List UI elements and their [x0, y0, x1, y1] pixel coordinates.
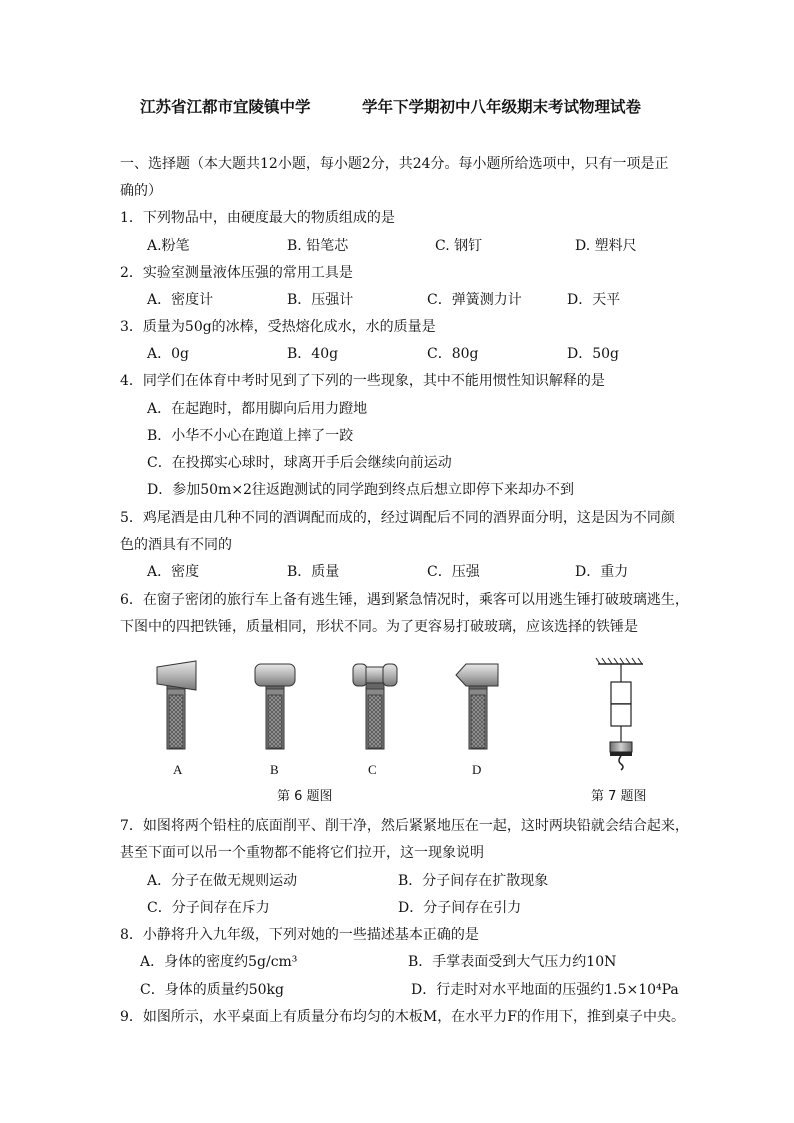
question-6-line2: 下图中的四把铁锤，质量相同，形状不同。为了更容易打破玻璃，应该选择的铁锤是 [120, 619, 638, 635]
question-5-option-a: A．密度 [147, 564, 200, 580]
question-8-option-d: D．行走时对水平地面的压强约1.5×10⁴Pa [411, 982, 679, 998]
school-name: 江苏省江都市宜陵镇中学 [140, 98, 311, 116]
question-5-option-c: C．压强 [427, 564, 480, 580]
section-header-line1: 一、选择题（本大题共12小题，每小题2分，共24分。每小题所给选项中，只有一项是正 [120, 156, 669, 172]
question-3-option-a: A．0g [147, 346, 189, 362]
question-4-option-d: D．参加50m×2往返跑测试的同学跑到终点后想立即停下来却办不到 [147, 482, 574, 498]
question-4-stem: 4．同学们在体育中考时见到了下列的一些现象，其中不能用惯性知识解释的是 [120, 373, 605, 389]
question-7-line1: 7．如图将两个铅柱的底面削平、削干净，然后紧紧地压在一起，这时两块铅就会结合起来， [120, 818, 689, 834]
question-1-option-b: B. 铅笔芯 [287, 238, 349, 254]
question-1-option-c: C. 钢钉 [435, 238, 483, 254]
question-9-stem: 9．如图所示，水平桌面上有质量分布均匀的木板M，在水平力F的作用下，推到桌子中央。 [120, 1009, 685, 1025]
hammer-b-icon [255, 664, 295, 749]
question-5-line1: 5．鸡尾酒是由几种不同的酒调配而成的，经过调配后不同的酒界面分明，这是因为不同颜 [120, 510, 675, 526]
question-1-option-a: A.粉笔 [147, 238, 190, 254]
question-2-stem: 2．实验室测量液体压强的常用工具是 [120, 265, 353, 281]
question-3-option-d: D．50g [567, 346, 620, 362]
question-8-stem: 8．小静将升入九年级，下列对她的一些描述基本正确的是 [120, 927, 479, 943]
question-5-line2: 色的酒具有不同的 [120, 537, 232, 553]
question-7-option-c: C．分子间存在斥力 [147, 900, 270, 916]
question-5-option-b: B．质量 [287, 564, 340, 580]
question-7-line2: 甚至下面可以吊一个重物都不能将它们拉开，这一现象说明 [120, 845, 484, 861]
section-header-line2: 确的） [120, 183, 162, 199]
hammer-a-icon [157, 661, 196, 749]
question-2-option-a: A．密度计 [147, 292, 214, 308]
figure-7-caption: 第 7 题图 [591, 789, 647, 804]
question-8-option-b: B．手掌表面受到大气压力约10N [408, 954, 617, 970]
question-6-line1: 6．在窗子密闭的旅行车上备有逃生锤，遇到紧急情况时，乘客可以用逃生锤打破玻璃逃生， [120, 592, 689, 608]
figure-label-c: C [368, 762, 377, 777]
figure-label-b: B [270, 762, 279, 777]
question-7-option-b: B．分子间存在扩散现象 [398, 873, 549, 889]
question-7-option-a: A．分子在做无规则运动 [147, 873, 298, 889]
question-2-option-b: B．压强计 [287, 292, 354, 308]
question-8-option-c: C．身体的质量约50kg [140, 982, 284, 998]
question-5-option-d: D．重力 [575, 564, 629, 580]
question-4-option-a: A．在起跑时，都用脚向后用力蹬地 [147, 401, 368, 417]
question-3-option-b: B．40g [287, 346, 339, 362]
figure-label-a: A [173, 762, 183, 777]
question-1-stem: 1．下列物品中，由硬度最大的物质组成的是 [120, 210, 395, 226]
question-3-option-c: C．80g [427, 346, 479, 362]
question-2-option-d: D．天平 [567, 292, 621, 308]
hammer-c-icon [353, 664, 397, 749]
question-4-option-b: B．小华不小心在跑道上摔了一跤 [147, 428, 354, 444]
hammer-d-icon [456, 664, 498, 749]
exam-title: 学年下学期初中八年级期末考试物理试卷 [362, 98, 642, 116]
figure-6-caption: 第 6 题图 [277, 789, 333, 804]
question-1-option-d: D. 塑料尺 [575, 238, 637, 254]
question-7-option-d: D．分子间存在引力 [398, 900, 522, 916]
lead-cylinders-icon [596, 658, 643, 770]
figure-label-d: D [472, 762, 482, 777]
question-4-option-c: C．在投掷实心球时，球离开手后会继续向前运动 [147, 455, 452, 471]
question-8-option-a: A．身体的密度约5g/cm³ [140, 954, 298, 970]
question-2-option-c: C．弹簧测力计 [427, 292, 522, 308]
question-3-stem: 3．质量为50g的冰棒，受热熔化成水，水的质量是 [120, 319, 436, 335]
